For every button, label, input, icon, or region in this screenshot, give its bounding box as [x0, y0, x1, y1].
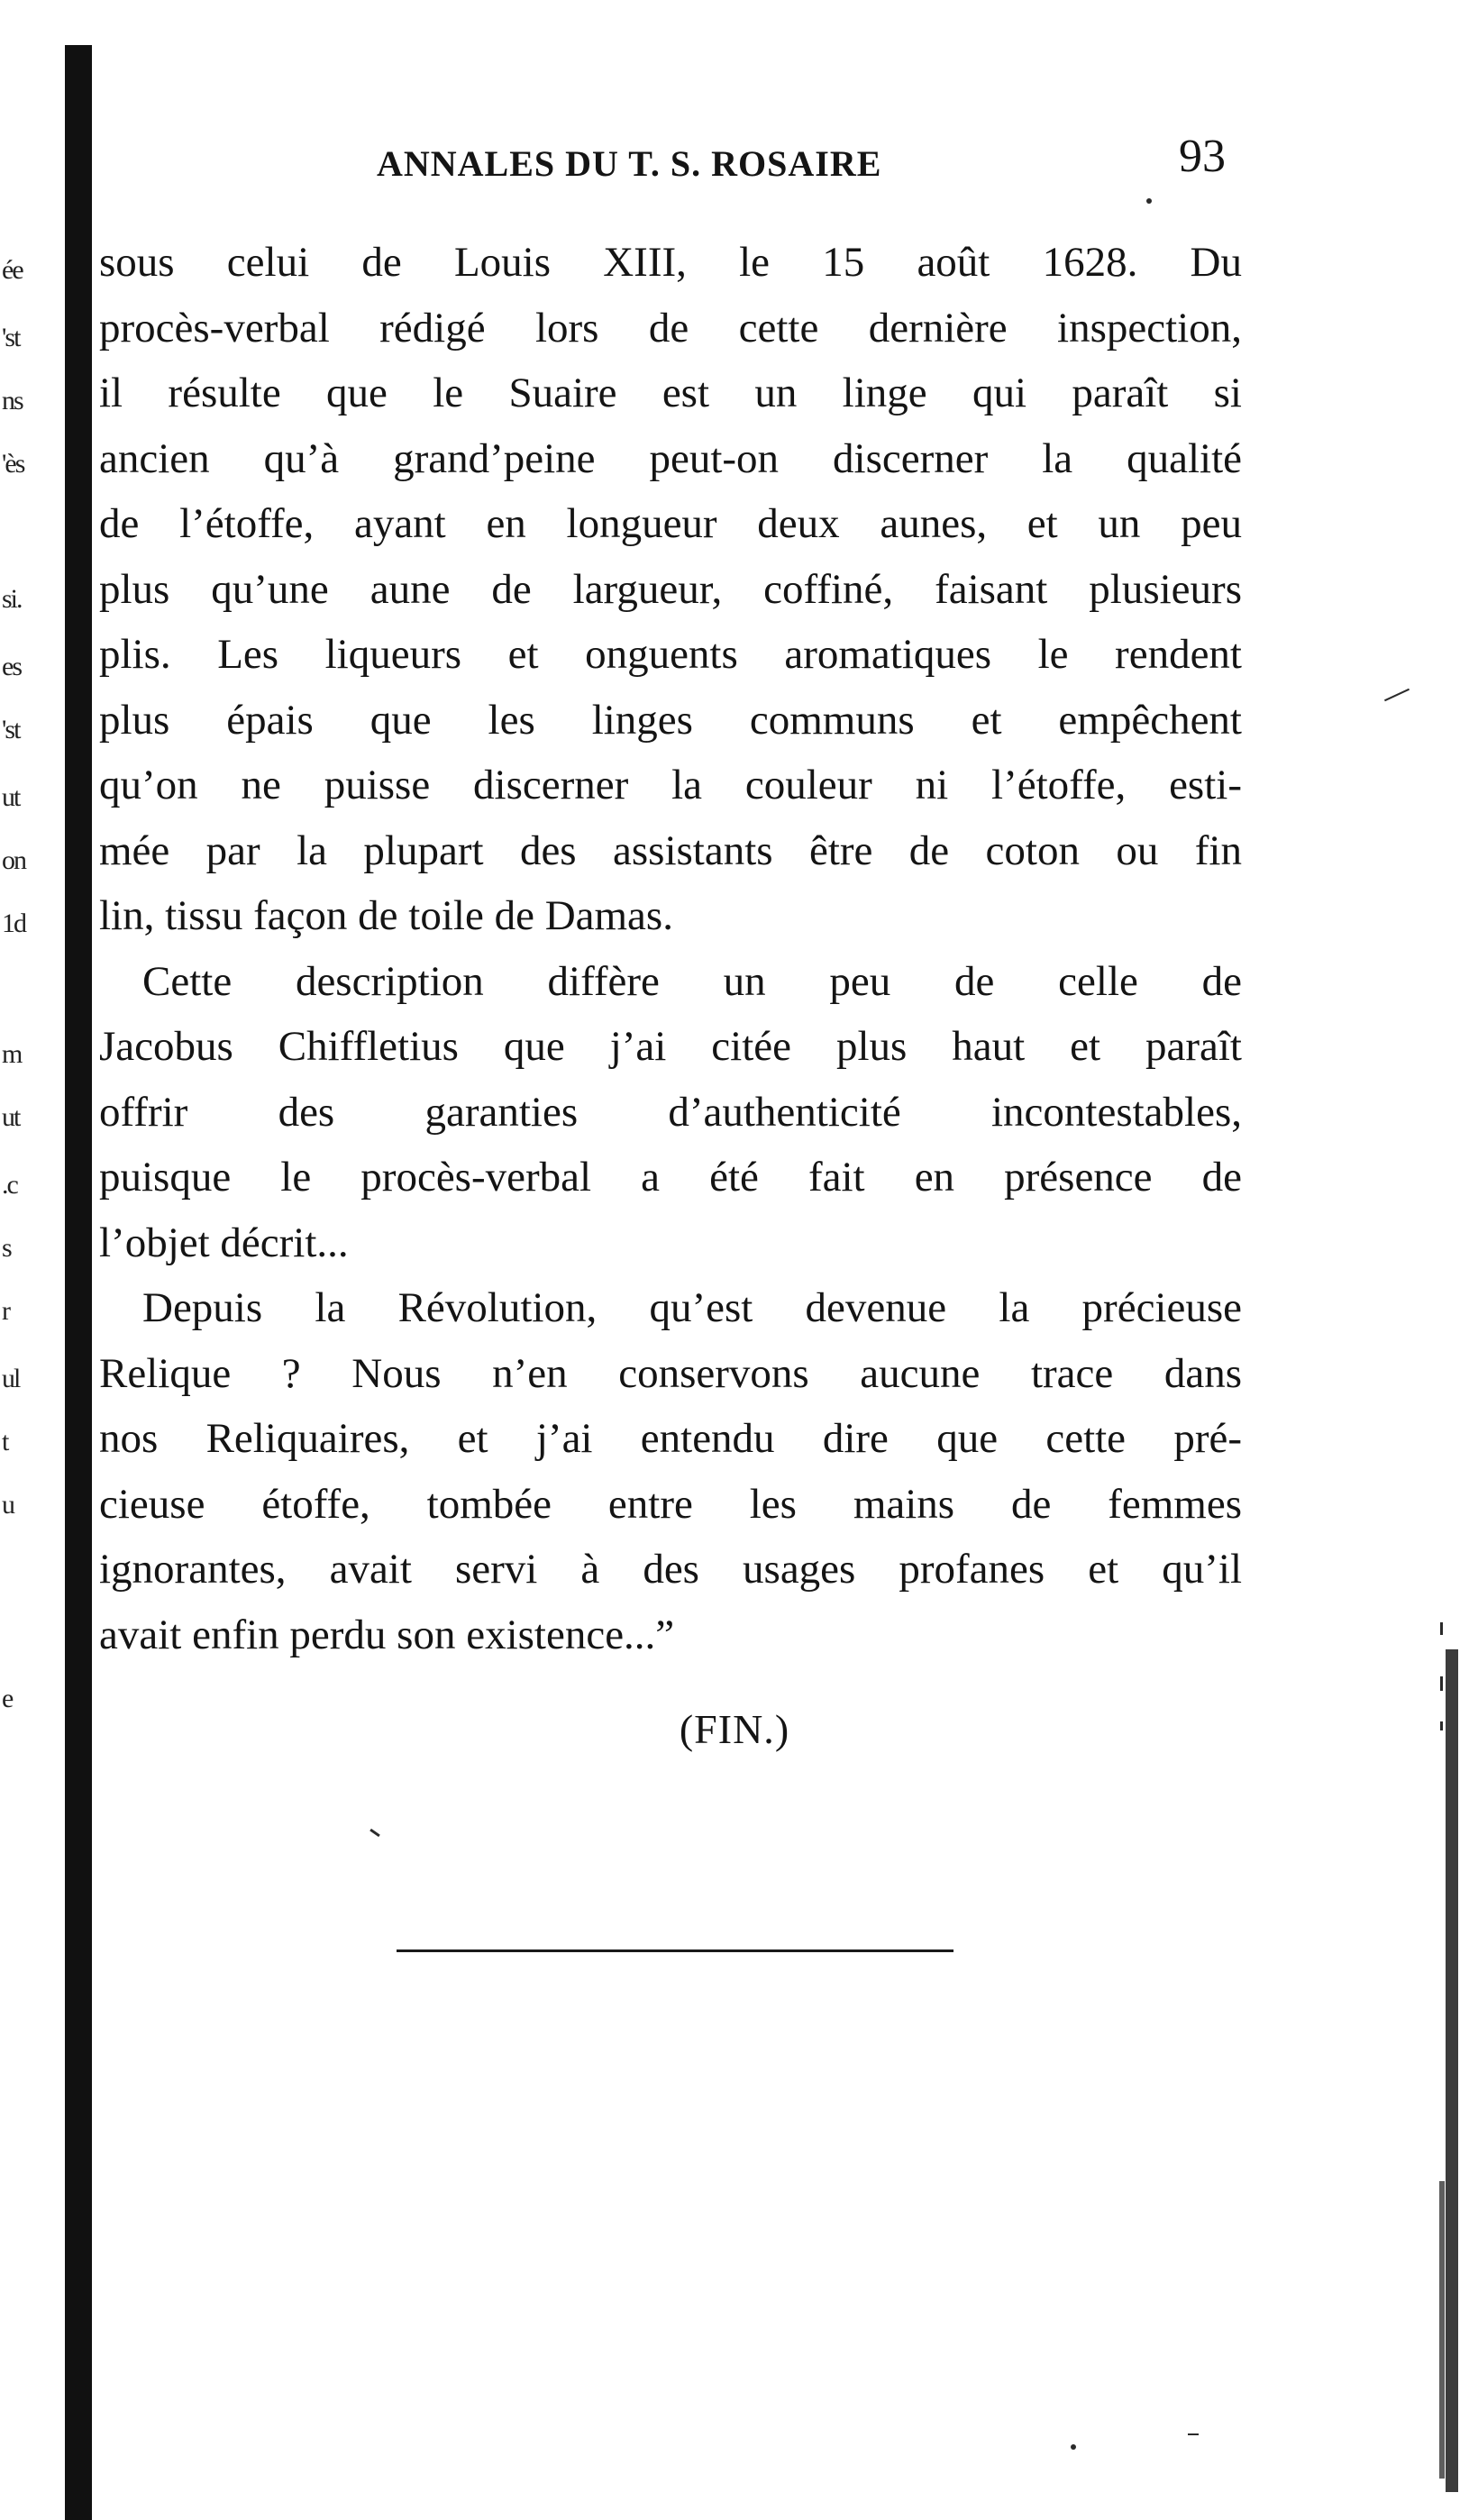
text-line: mée par la plupart des assistants être de coton ou fin	[99, 826, 1242, 874]
text-line: offrir des garanties d’authenticité incontestables,	[99, 1088, 1242, 1136]
ink-speck	[1440, 1622, 1443, 1635]
margin-fragment: 'st	[2, 715, 20, 744]
text-line: il résulte que le Suaire est un linge qui paraît si	[99, 370, 1242, 416]
text-line: lin, tissu façon de toile de Damas.	[99, 892, 673, 939]
text-line: Depuis la Révolution, qu’est devenue la précieuse	[142, 1284, 1242, 1331]
margin-fragment: 'ès	[2, 449, 24, 479]
right-edge-mark	[1439, 2181, 1445, 2479]
text-line: ancien qu’à grand’peine peut-on discerner la qualité	[99, 434, 1242, 482]
page-number: 93	[1179, 131, 1226, 182]
margin-fragment: on	[2, 845, 25, 875]
text-line: Jacobus Chiffletius que j’ai citée plus haut et paraît	[99, 1023, 1242, 1070]
ink-speck	[370, 1829, 380, 1837]
ink-speck	[1440, 1676, 1443, 1691]
margin-fragment: s	[2, 1233, 11, 1263]
margin-fragment: e	[2, 1684, 13, 1713]
text-line: nos Reliquaires, et j’ai entendu dire que cette pré-	[99, 1415, 1242, 1462]
text-line: plus qu’une aune de largueur, coffiné, faisant plusieurs	[99, 565, 1242, 613]
margin-fragment: 'st	[2, 323, 20, 352]
margin-fragment: ée	[2, 255, 23, 285]
facing-page-fragments	[2, 0, 65, 2520]
margin-fragment: m	[2, 1039, 22, 1069]
ink-speck	[1188, 2433, 1199, 2435]
body-text	[99, 230, 1242, 1667]
end-rule	[397, 1949, 953, 1952]
text-line: de l’étoffe, ayant en longueur deux aunes, et un peu	[99, 500, 1242, 547]
margin-fragment: es	[2, 652, 21, 681]
ink-speck	[1440, 1721, 1443, 1730]
margin-fragment: si.	[2, 584, 22, 614]
text-line: cieuse étoffe, tombée entre les mains de femmes	[99, 1480, 1242, 1528]
page-header	[0, 124, 1469, 187]
text-line: l’objet décrit...	[99, 1219, 349, 1266]
margin-fragment: 1d	[2, 908, 25, 938]
text-line: Cette description diffère un peu de celle de	[142, 957, 1242, 1005]
margin-fragment: ut	[2, 782, 20, 812]
end-mark-open: (	[679, 1706, 695, 1752]
text-line: plus épais que les linges communs et empêchent	[99, 696, 1242, 744]
right-edge-mark	[1446, 1649, 1458, 2492]
text-line: procès-verbal rédigé lors de cette dernière inspection,	[99, 304, 1242, 352]
margin-fragment: r	[2, 1296, 9, 1326]
end-mark	[0, 1705, 1469, 1753]
end-mark-first-letter: F	[694, 1706, 718, 1752]
margin-fragment: u	[2, 1490, 14, 1520]
margin-fragment: t	[2, 1427, 8, 1456]
end-mark-close: )	[774, 1706, 790, 1752]
text-line: puisque le procès-verbal a été fait en présence de	[99, 1154, 1242, 1201]
running-head: ANNALES DU T. S. ROSAIRE	[377, 143, 882, 184]
text-line: Relique ? Nous n’en conservons aucune trace dans	[99, 1349, 1242, 1397]
ink-speck	[1071, 2444, 1076, 2450]
text-line: qu’on ne puisse discerner la couleur ni l’étoffe, esti-	[99, 762, 1242, 808]
margin-fragment: ut	[2, 1102, 20, 1132]
margin-fragment: ns	[2, 386, 23, 415]
text-line: sous celui de Louis XIII, le 15 août 1628. Du	[99, 239, 1242, 286]
text-line: ignorantes, avait servi à des usages profanes et qu’il	[99, 1546, 1242, 1593]
text-line: plis. Les liqueurs et onguents aromatiques le rendent	[99, 631, 1242, 678]
ink-speck	[1146, 198, 1152, 204]
text-line: avait enfin perdu son existence...”	[99, 1611, 675, 1658]
binding-gutter	[65, 45, 92, 2520]
margin-fragment: .c	[2, 1170, 17, 1200]
margin-fragment: ul	[2, 1364, 20, 1393]
ink-speck	[1384, 689, 1410, 701]
end-mark-rest: IN.	[717, 1706, 775, 1752]
